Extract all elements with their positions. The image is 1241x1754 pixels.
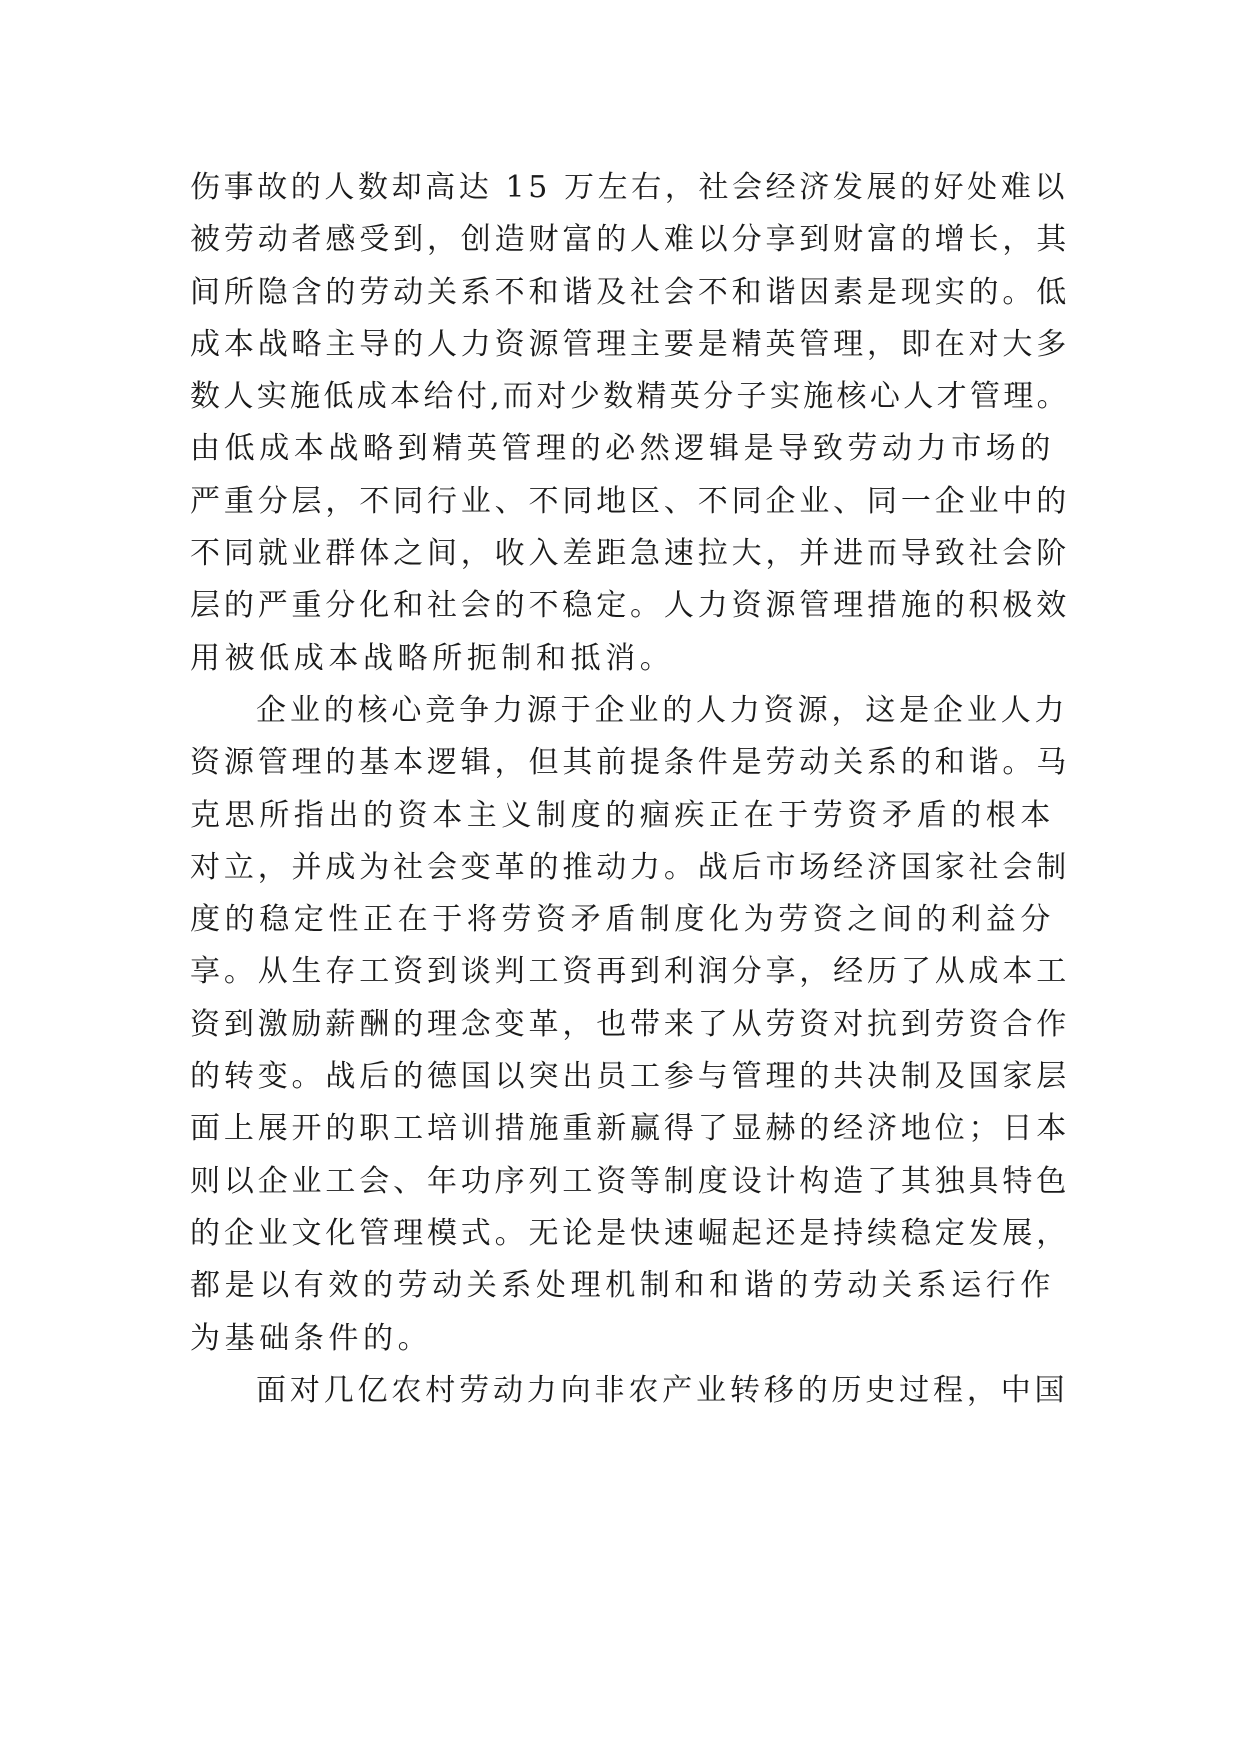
text-line: 克思所指出的资本主义制度的痼疾正在于劳资矛盾的根本 bbox=[190, 797, 1055, 833]
text-line: 都是以有效的劳动关系处理机制和和谐的劳动关系运行作 bbox=[190, 1268, 1055, 1304]
text-line: 数人实施低成本给付,而对少数精英分子实施核心人才管理。 bbox=[190, 379, 1070, 415]
text-line: 由低成本战略到精英管理的必然逻辑是导致劳动力市场的 bbox=[190, 431, 1055, 467]
text-line: 用被低成本战略所扼制和抵消。 bbox=[190, 640, 675, 676]
text-line: 不同就业群体之间，收入差距急速拉大，并进而导致社会阶 bbox=[190, 536, 1071, 572]
text-line: 的转变。战后的德国以突出员工参与管理的共决制及国家层 bbox=[190, 1059, 1071, 1095]
text-line: 成本战略主导的人力资源管理主要是精英管理，即在对大多 bbox=[190, 326, 1071, 362]
text-line: 严重分层，不同行业、不同地区、不同企业、同一企业中的 bbox=[190, 483, 1071, 519]
paragraph-first-line: 面对几亿农村劳动力向非农产业转移的历史过程，中国 bbox=[256, 1372, 1069, 1408]
paragraph-first-line: 企业的核心竞争力源于企业的人力资源，这是企业人力 bbox=[256, 692, 1069, 728]
text-line: 被劳动者感受到，创造财富的人难以分享到财富的增长，其 bbox=[190, 222, 1071, 258]
text-line: 为基础条件的。 bbox=[190, 1320, 433, 1356]
text-line: 的企业文化管理模式。无论是快速崛起还是持续稳定发展， bbox=[190, 1215, 1071, 1251]
text-line: 对立，并成为社会变革的推动力。战后市场经济国家社会制 bbox=[190, 849, 1071, 885]
text-line: 面上展开的职工培训措施重新赢得了显赫的经济地位；日本 bbox=[190, 1111, 1071, 1147]
text-line: 层的严重分化和社会的不稳定。人力资源管理措施的积极效 bbox=[190, 588, 1071, 624]
body-text bbox=[190, 162, 1070, 1417]
text-line: 伤事故的人数却高达 15 万左右，社会经济发展的好处难以 bbox=[190, 170, 1069, 205]
text-line: 享。从生存工资到谈判工资再到利润分享，经历了从成本工 bbox=[190, 954, 1071, 990]
text-line: 间所隐含的劳动关系不和谐及社会不和谐因素是现实的。低 bbox=[190, 274, 1071, 310]
text-line: 资源管理的基本逻辑，但其前提条件是劳动关系的和谐。马 bbox=[190, 745, 1071, 781]
text-line: 度的稳定性正在于将劳资矛盾制度化为劳资之间的利益分 bbox=[190, 902, 1055, 938]
text-line: 资到激励薪酬的理念变革，也带来了从劳资对抗到劳资合作 bbox=[190, 1006, 1071, 1042]
text-line: 则以企业工会、年功序列工资等制度设计构造了其独具特色 bbox=[190, 1163, 1071, 1199]
